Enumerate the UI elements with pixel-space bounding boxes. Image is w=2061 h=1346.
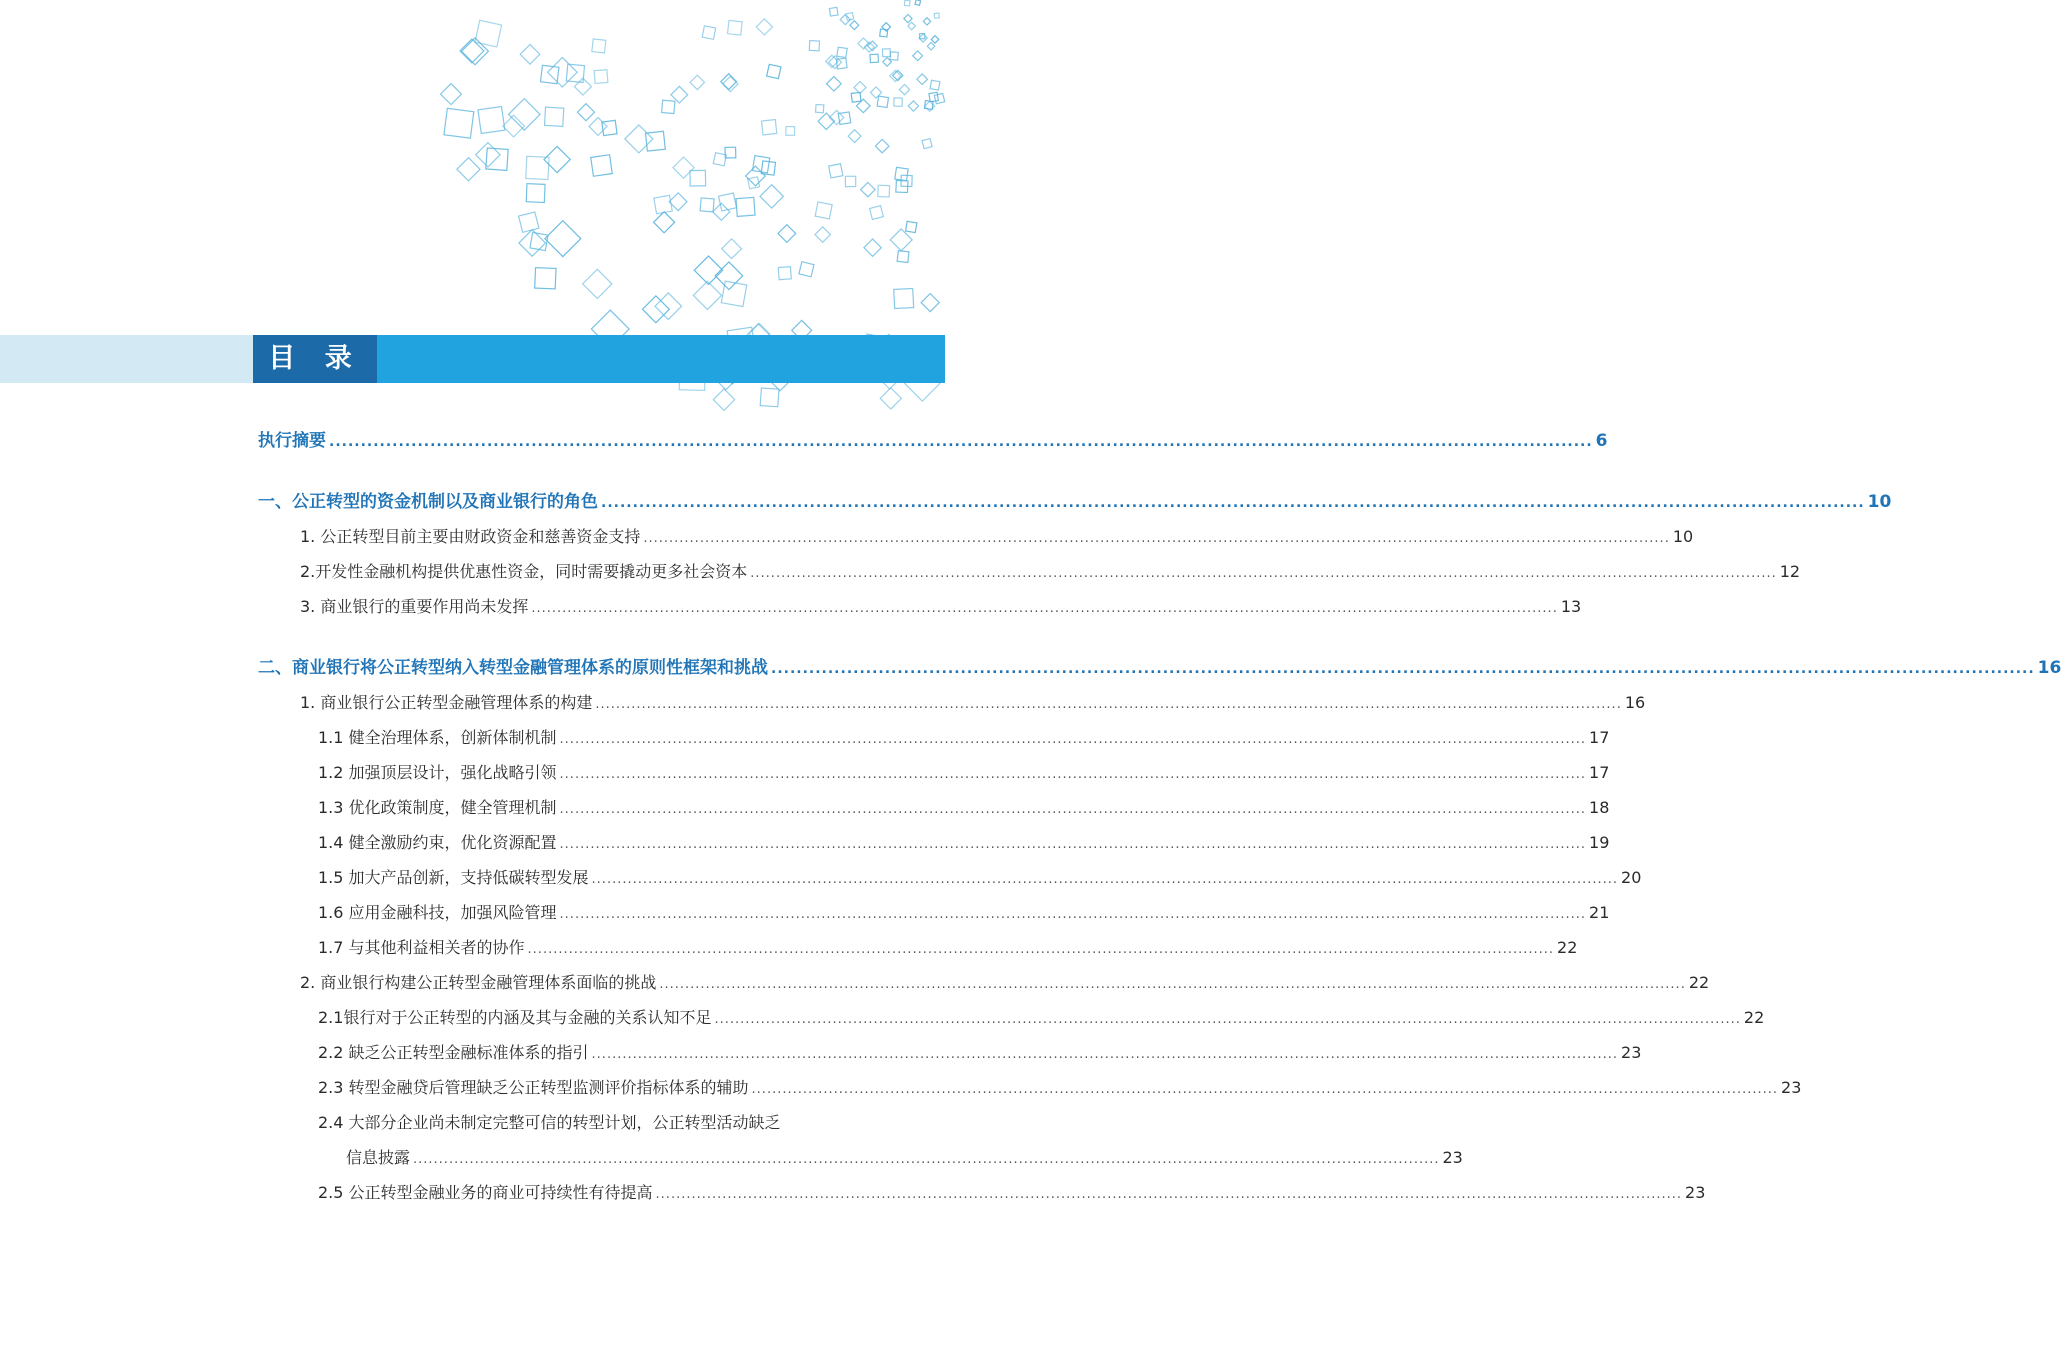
decor-square <box>827 77 842 92</box>
decor-square <box>545 221 581 257</box>
toc-entry-title: 二、商业银行将公正转型纳入转型金融管理体系的原则性框架和挑战 <box>258 658 768 678</box>
decor-square <box>694 256 722 284</box>
toc-dot-leader: ........................................................................................................................................................................................................ <box>601 495 1865 511</box>
toc-dot-leader: ........................................................................................................................................................................................................ <box>714 1012 1741 1027</box>
toc-page-number: 17 <box>1589 728 1610 747</box>
toc-page-number: 16 <box>1624 693 1646 712</box>
decor-square <box>577 104 594 121</box>
decor-square <box>662 100 675 113</box>
toc-dot-leader: ........................................................................................................................................................................................................ <box>559 907 1587 922</box>
decor-square <box>625 125 653 153</box>
decor-square <box>923 18 930 25</box>
decor-square <box>654 212 675 233</box>
toc-entry[interactable] <box>318 727 1610 751</box>
decor-square <box>592 39 606 53</box>
toc-entry-title: 1.6 应用金融科技，加强风险管理 <box>318 903 557 922</box>
decor-square <box>583 269 612 298</box>
toc-entry[interactable] <box>318 1112 850 1134</box>
toc-entry-title: 1.5 加大产品创新，支持低碳转型发展 <box>318 868 589 887</box>
decor-square <box>642 296 669 323</box>
decor-square <box>915 0 921 5</box>
decor-square <box>444 108 474 138</box>
decor-square <box>897 251 909 263</box>
decor-square <box>899 84 909 94</box>
decor-square <box>736 197 755 216</box>
toc-page-number: 18 <box>1589 798 1610 817</box>
toc-entry-title: 2. 商业银行构建公正转型金融管理体系面临的挑战 <box>300 973 657 992</box>
decor-square <box>799 262 814 277</box>
toc-entry[interactable] <box>318 1007 1765 1031</box>
decor-square <box>837 47 847 57</box>
toc-page-number: 23 <box>1442 1148 1463 1167</box>
decor-square <box>702 26 716 40</box>
toc-page-number: 23 <box>1621 1043 1642 1062</box>
toc-entry[interactable] <box>318 867 1642 891</box>
decor-square <box>890 229 912 251</box>
toc-dot-leader: ........................................................................................................................................................................................................ <box>559 802 1587 817</box>
decor-square <box>861 182 875 196</box>
toc-entry[interactable] <box>258 491 1892 514</box>
decor-square <box>890 52 898 60</box>
decor-square <box>722 239 742 259</box>
decor-square <box>815 227 830 242</box>
toc-dot-leader: ........................................................................................................................................................................................................ <box>655 1187 1683 1202</box>
decor-square <box>719 193 737 211</box>
decor-square <box>728 20 743 35</box>
decor-square <box>700 198 714 212</box>
decor-square <box>713 389 734 410</box>
decor-square <box>930 80 940 90</box>
decor-square <box>878 185 890 197</box>
decor-square <box>457 158 480 181</box>
toc-entry[interactable] <box>318 902 1610 926</box>
decor-square <box>767 64 781 78</box>
decor-square <box>877 96 888 107</box>
decor-square <box>913 51 923 61</box>
decor-square <box>836 58 847 69</box>
decor-square <box>809 41 819 51</box>
toc-entry[interactable] <box>300 692 1646 716</box>
toc-page-number: 22 <box>1743 1008 1765 1027</box>
toc-dot-leader: ........................................................................................................................................................................................................ <box>413 1152 1440 1167</box>
decor-square <box>921 294 939 312</box>
decor-square <box>591 155 612 176</box>
toc-entry-title: 1. 商业银行公正转型金融管理体系的构建 <box>300 693 593 712</box>
decor-square <box>778 225 796 243</box>
toc-entry-title: 1.3 优化政策制度，健全管理机制 <box>318 798 557 817</box>
toc-entry[interactable] <box>318 1182 1706 1206</box>
toc-dot-leader: ........................................................................................................................................................................................................ <box>591 872 1619 887</box>
toc-page-number: 22 <box>1557 938 1578 957</box>
toc-entry[interactable] <box>318 937 1578 961</box>
title-band-light <box>0 335 260 383</box>
toc-entry-title: 1.7 与其他利益相关者的协作 <box>318 938 525 957</box>
decor-square <box>723 76 738 91</box>
decor-square <box>904 0 910 6</box>
toc-dot-leader: ........................................................................................................................................................................................................ <box>751 1082 1779 1097</box>
decor-square <box>713 153 726 166</box>
toc-page-number: 13 <box>1560 597 1582 616</box>
decor-square <box>756 19 772 35</box>
decor-square <box>693 281 721 309</box>
toc-entry[interactable] <box>318 797 1610 821</box>
toc-entry-title: 2.1银行对于公正转型的内涵及其与金融的关系认知不足 <box>318 1008 712 1027</box>
decor-square <box>829 164 843 178</box>
decor-square <box>864 239 881 256</box>
decor-square <box>870 206 884 220</box>
decor-square <box>760 388 779 407</box>
toc-dot-leader: ........................................................................................................................................................................................................ <box>527 942 1555 957</box>
toc-page-number: 12 <box>1779 562 1801 581</box>
decor-square <box>526 156 549 179</box>
decor-square <box>848 130 861 143</box>
decor-square <box>927 42 934 49</box>
decor-square <box>671 86 688 103</box>
decor-square <box>880 388 901 409</box>
toc-dot-leader: ........................................................................................................................................................................................................ <box>750 566 1777 581</box>
decor-square <box>475 20 502 47</box>
toc-page-number: 23 <box>1781 1078 1802 1097</box>
decor-square <box>530 232 548 250</box>
decor-square <box>441 84 462 105</box>
toc-page-number: 20 <box>1621 868 1642 887</box>
decor-square <box>760 185 783 208</box>
toc-entry-title: 2.4 大部分企业尚未制定完整可信的转型计划，公正转型活动缺乏 <box>318 1113 781 1132</box>
decor-square <box>815 202 832 219</box>
decor-square <box>602 120 617 135</box>
decor-square <box>786 127 795 136</box>
toc-page-number: 17 <box>1589 763 1610 782</box>
decor-square <box>908 101 918 111</box>
decor-square <box>934 93 944 103</box>
toc-entry-title: 1.2 加强顶层设计，强化战略引领 <box>318 763 557 782</box>
decor-square <box>594 70 608 84</box>
toc-entry[interactable] <box>258 430 1608 453</box>
toc-dot-leader: ........................................................................................................................................................................................................ <box>643 531 1670 546</box>
toc-entry[interactable] <box>300 526 1694 550</box>
toc-entry-title: 一、公正转型的资金机制以及商业银行的角色 <box>258 492 598 512</box>
title-band-blue <box>377 335 945 383</box>
toc-entry[interactable] <box>318 832 1610 856</box>
decor-square <box>908 22 915 29</box>
toc-entry[interactable] <box>258 657 2061 680</box>
decor-square <box>476 143 500 167</box>
toc-entry[interactable] <box>318 1077 1802 1101</box>
toc-entry-title: 2.3 转型金融贷后管理缺乏公正转型监测评价指标体系的辅助 <box>318 1078 749 1097</box>
decor-square <box>713 203 730 220</box>
decor-square <box>917 74 928 85</box>
toc-entry-title: 2.2 缺乏公正转型金融标准体系的指引 <box>318 1043 589 1062</box>
decor-square <box>870 54 878 62</box>
decor-square <box>929 92 939 102</box>
toc-entry-title: 2.开发性金融机构提供优惠性资金，同时需要撬动更多社会资本 <box>300 562 748 581</box>
decor-square <box>589 117 607 135</box>
toc-entry-title: 1.4 健全激励约束，优化资源配置 <box>318 833 557 852</box>
decor-square <box>816 104 824 112</box>
toc-page-number: 23 <box>1685 1183 1706 1202</box>
decor-square <box>894 98 902 106</box>
decor-square <box>922 139 932 149</box>
toc-page-number: 21 <box>1589 903 1610 922</box>
toc-page-number: 22 <box>1688 973 1710 992</box>
decor-square <box>880 29 888 37</box>
decor-square <box>544 107 563 126</box>
decor-square <box>478 107 505 134</box>
decor-square <box>829 7 838 16</box>
decor-square <box>904 14 912 22</box>
toc-entry[interactable] <box>318 1042 1642 1066</box>
toc-entry-title: 3. 商业银行的重要作用尚未发挥 <box>300 597 529 616</box>
decor-square <box>906 221 917 232</box>
decor-square <box>875 139 889 153</box>
toc-page-number: 16 <box>2037 658 2061 678</box>
decor-square <box>829 110 843 124</box>
decor-square <box>838 112 851 125</box>
decor-square <box>845 176 855 186</box>
toc-dot-leader: ........................................................................................................................................................................................................ <box>591 1047 1619 1062</box>
toc-dot-leader: ........................................................................................................................................................................................................ <box>559 732 1587 747</box>
decor-square <box>778 267 791 280</box>
toc-dot-leader: ........................................................................................................................................................................................................ <box>595 697 1622 712</box>
toc-entry[interactable] <box>318 762 1610 786</box>
decor-square <box>655 293 682 320</box>
toc-entry-title: 执行摘要 <box>258 431 326 451</box>
toc-entry-title: 信息披露 <box>346 1148 411 1167</box>
decor-square <box>520 44 540 64</box>
toc-page-number: 10 <box>1672 527 1694 546</box>
toc-page-number: 6 <box>1595 431 1608 451</box>
decor-square <box>931 36 938 43</box>
decor-square <box>894 289 914 309</box>
decor-square <box>690 170 706 186</box>
toc-entry[interactable] <box>300 596 1582 620</box>
decor-square <box>882 49 890 57</box>
decor-square <box>934 13 939 18</box>
toc-dot-leader: ........................................................................................................................................................................................................ <box>659 977 1686 992</box>
decor-square <box>854 81 866 93</box>
toc-entry[interactable] <box>300 561 1801 585</box>
decor-square <box>654 195 672 213</box>
decor-square <box>673 157 694 178</box>
decor-square <box>690 75 704 89</box>
decor-square <box>526 184 545 203</box>
toc-dot-leader: ........................................................................................................................................................................................................ <box>771 661 2035 677</box>
page-title: 目 录 <box>268 343 362 374</box>
decor-square <box>919 34 927 42</box>
toc-entry[interactable] <box>300 972 1710 996</box>
toc-entry-title: 2.5 公正转型金融业务的商业可持续性有待提高 <box>318 1183 653 1202</box>
decor-square <box>535 268 556 289</box>
decor-square <box>850 21 859 30</box>
decor-square <box>519 212 539 232</box>
toc-entry-title: 1. 公正转型目前主要由财政资金和慈善资金支持 <box>300 527 641 546</box>
toc-dot-leader: ........................................................................................................................................................................................................ <box>559 837 1587 852</box>
toc-entry-title: 1.1 健全治理体系，创新体制机制 <box>318 728 557 747</box>
toc-dot-leader: ........................................................................................................................................................................................................ <box>329 434 1593 450</box>
toc-dot-leader: ........................................................................................................................................................................................................ <box>559 767 1587 782</box>
toc-dot-leader: ........................................................................................................................................................................................................ <box>531 601 1558 616</box>
toc-page-number: 19 <box>1589 833 1610 852</box>
decor-square <box>851 92 861 102</box>
toc-entry[interactable] <box>346 1147 1463 1171</box>
decor-square <box>761 120 776 135</box>
toc-page-number: 10 <box>1867 492 1892 512</box>
